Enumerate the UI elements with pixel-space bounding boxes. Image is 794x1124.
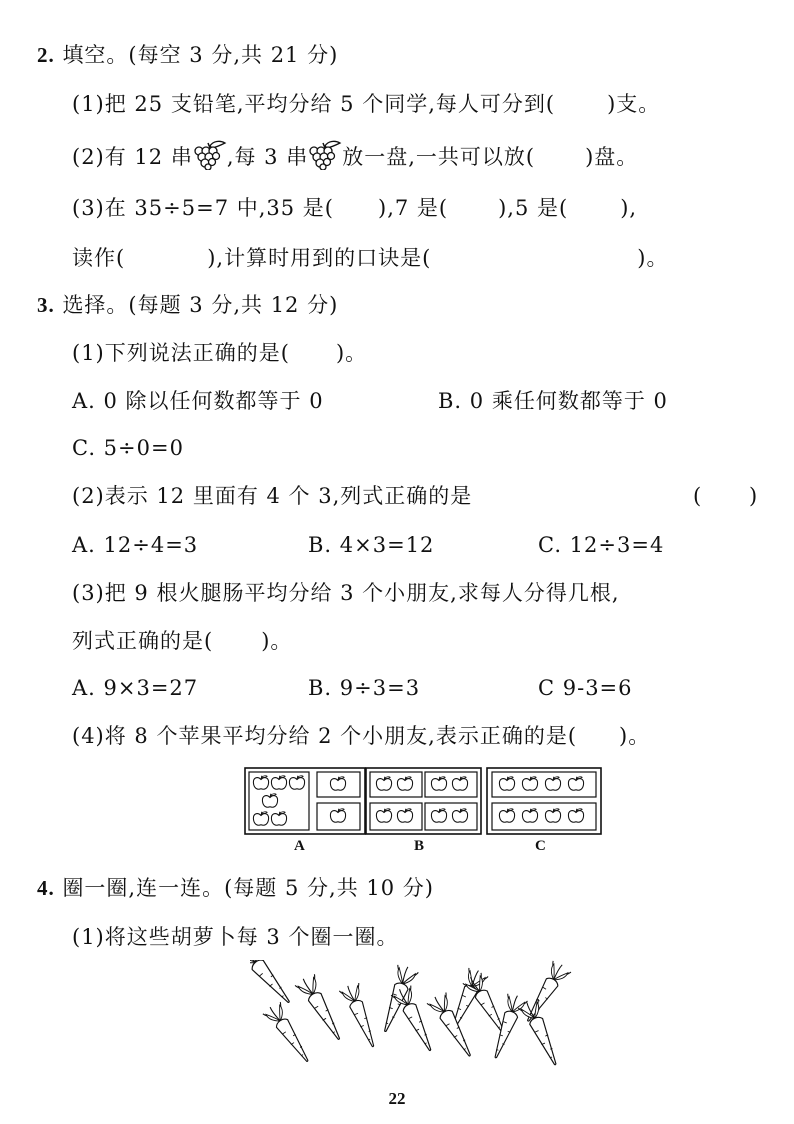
q3-heading — [37, 290, 338, 320]
q3-3-stem-cont — [72, 626, 292, 656]
page-number: 22 — [388, 1089, 406, 1108]
q3-1-option-b: B. 0 乘任何数都等于 0 — [438, 389, 668, 413]
q2-item-2 — [72, 140, 638, 172]
q2-3-text-c: ),5 是( — [498, 196, 569, 220]
q2-2-text-b: ,每 3 串 — [226, 145, 309, 169]
apple-diagram-c[interactable] — [486, 767, 602, 835]
q2-1-text-a: (1)把 25 支铅笔,平均分给 5 个同学,每人可分到( — [72, 92, 556, 116]
q2-1-text-b: )支。 — [607, 92, 661, 116]
q3-3-option-c: C 9-3=6 — [538, 676, 633, 700]
q3-3-stem: (3)把 9 根火腿肠平均分给 3 个小朋友,求每人分得几根, — [72, 581, 620, 605]
q2-title: 填空。(每空 3 分,共 21 分) — [62, 43, 339, 67]
q2-item-3 — [72, 193, 637, 223]
q2-3b-text-a: 读作( — [72, 246, 126, 270]
q3-number: 3. — [37, 293, 55, 317]
q4-heading — [37, 873, 434, 903]
grapes-icon — [193, 140, 227, 170]
q3-1-stem — [72, 338, 367, 368]
q3-4-stem-a: (4)将 8 个苹果平均分给 2 个小朋友,表示正确的是( — [72, 724, 578, 748]
carrot-icon — [250, 960, 572, 1069]
q2-3-text-d: ), — [620, 196, 638, 220]
q3-2-paren-right: ) — [749, 484, 759, 508]
q2-item-3-cont — [72, 243, 668, 273]
q2-number: 2. — [37, 43, 55, 67]
q3-3-option-a: A. 9×3=27 — [72, 676, 199, 700]
carrot-group[interactable] — [250, 960, 590, 1080]
q3-title: 选择。(每题 3 分,共 12 分) — [62, 293, 339, 317]
q3-2-paren-left: ( — [693, 484, 703, 508]
q2-heading — [37, 40, 338, 70]
q3-3-stem2-a: 列式正确的是( — [72, 629, 214, 653]
q2-3b-text-b: ),计算时用到的口诀是( — [207, 246, 432, 270]
grapes-icon — [308, 140, 342, 170]
diagram-label-b: B — [414, 838, 425, 854]
q3-2-option-c: C. 12÷3=4 — [538, 533, 665, 557]
q3-1-stem-b: )。 — [335, 341, 368, 365]
q4-title: 圈一圈,连一连。(每题 5 分,共 10 分) — [62, 876, 434, 900]
apple-diagram-a[interactable] — [244, 767, 366, 835]
diagram-label-a: A — [294, 838, 305, 854]
q2-2-text-d: )盘。 — [585, 145, 639, 169]
q4-number: 4. — [37, 876, 55, 900]
q2-2-text-c: 放一盘,一共可以放( — [342, 145, 536, 169]
q3-3-option-b: B. 9÷3=3 — [308, 676, 421, 700]
q2-2-text-a: (2)有 12 串 — [72, 145, 193, 169]
q3-2-stem: (2)表示 12 里面有 4 个 3,列式正确的是 — [72, 484, 473, 508]
q3-1-option-a: A. 0 除以任何数都等于 0 — [72, 389, 324, 413]
q3-1-option-c: C. 5÷0=0 — [72, 436, 184, 460]
diagram-label-c: C — [535, 838, 546, 854]
q3-1-stem-a: (1)下列说法正确的是( — [72, 341, 290, 365]
q2-3-text-b: ),7 是( — [378, 196, 449, 220]
q2-3-text-a: (3)在 35÷5=7 中,35 是( — [72, 196, 334, 220]
q3-2-answer-blank[interactable] — [705, 481, 745, 511]
q3-2-option-b: B. 4×3=12 — [308, 533, 435, 557]
q3-4-stem — [72, 721, 650, 751]
q2-3b-text-c: )。 — [637, 246, 669, 270]
q3-2-option-a: A. 12÷4=3 — [72, 533, 199, 557]
q4-1-stem: (1)将这些胡萝卜每 3 个圈一圈。 — [72, 925, 399, 949]
q2-item-1 — [72, 89, 660, 119]
q3-4-stem-b: )。 — [619, 724, 651, 748]
q3-3-stem2-b: )。 — [261, 629, 293, 653]
apple-diagram-b[interactable] — [365, 767, 482, 835]
